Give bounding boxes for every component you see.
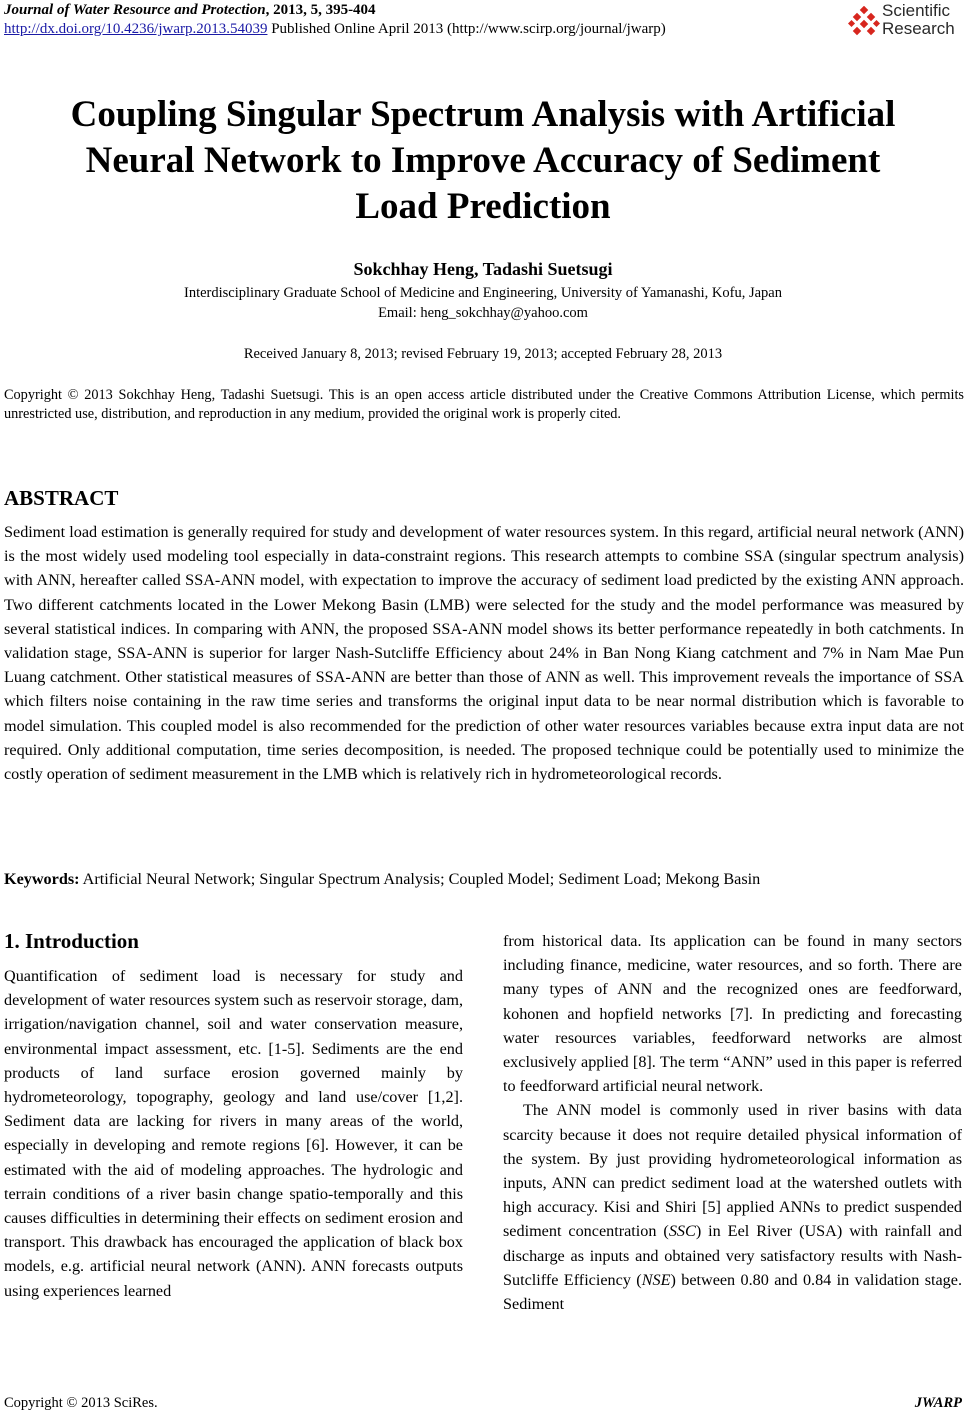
title-line-1: Coupling Singular Spectrum Analysis with Artificial <box>70 94 896 135</box>
abstract-body: Sediment load estimation is generally required for study and development of water resources system. In this regard, artificial neural network (ANN) is the most widely used modeling tool especially in data-constraint regions. This research attempts to combine SSA (singular spectrum analysis) with ANN, hereafter called SSA-ANN model, with expectation to improve the accuracy of sediment load predicted by the existing ANN approach. Two different catchments located in the Lower Mekong Basin (LMB) were selected for the study and the model performance was measured by several statistical indices. In comparing with ANN, the proposed SSA-ANN model shows its better performance repeatedly in both catchments. In validation stage, SSA-ANN is superior for larger Nash-Sutcliffe Efficiency about 24% in Ban Nong Kiang catchment and 7% in Nam Mae Pun Luang catchment. Other statistical measures of SSA-ANN are better than those of ANN as well. This improvement reveals the importance of SSA which filters noise containing in the raw time series and transforms the original input data to be near normal distribution which is favorable to model simulation. This coupled model is also recommended for the prediction of other water resources variables because extra input data are not required. Only additional computation, time series decomposition, is needed. The proposed technique could be potentially used to minimize the costly operation of sediment measurement in the LMB which is relatively rich in hydrometeorological records. <box>4 523 964 784</box>
right-column <box>503 929 962 1316</box>
intro-paragraph-3-part-b: ) in Eel River (USA) with rainfall and discharge as inputs and obtained very satisfactory results with Nash-Sutcliffe Efficiency ( <box>503 1222 962 1289</box>
intro-paragraph-2: from historical data. Its application can be found in many sectors including finance, medicine, water resources, and so forth. There are many types of ANN and the recognized ones are feedforward, kohonen and hopfield networks [7]. In predicting and forecasting water resources variables, feedforward networks are almost exclusively applied [8]. The term “ANN” used in this paper is referred to feedforward artificial neural network. <box>503 932 962 1096</box>
journal-volume: , 2013, 5, 395-404 <box>265 2 376 18</box>
paper-title <box>0 92 966 230</box>
publication-line <box>4 21 666 38</box>
logo-line-2: Research <box>882 19 955 38</box>
scientific-research-logo <box>848 2 966 42</box>
footer-copyright: Copyright © 2013 SciRes. <box>4 1395 158 1411</box>
title-line-3: Load Prediction <box>355 186 611 227</box>
intro-paragraph-3-part-a: The ANN model is commonly used in river basins with data scarcity because it does not require detailed physical information of the system. By just providing hydrometeorological information as inputs, ANN can predict sediment load at the watershed outlets with high accuracy. Kisi and Shiri [5] applied ANNs to predict suspended sediment concentration ( <box>503 1101 962 1241</box>
affiliation: Interdisciplinary Graduate School of Medicine and Engineering, University of Yamanashi, Kofu, Japan <box>184 285 782 301</box>
email: Email: heng_sokchhay@yahoo.com <box>378 305 588 321</box>
abstract-heading: ABSTRACT <box>4 486 119 510</box>
title-line-2: Neural Network to Improve Accuracy of Sediment <box>85 140 881 181</box>
journal-name: Journal of Water Resource and Protection <box>4 2 266 18</box>
received-dates: Received January 8, 2013; revised February 19, 2013; accepted February 28, 2013 <box>243 346 723 362</box>
nse-abbreviation: NSE <box>641 1270 671 1289</box>
intro-paragraph-1: Quantification of sediment load is necessary for study and development of water resources system such as reservoir storage, dam, irrigation/navigation channel, soil and water conservation measure, environmental impact assessment, etc. [1-5]. Sediments are the end products of land surface erosion governed mainly by hydrometeorology, topography, geology and land use/cover [1,2]. Sediment data are lacking for rivers in many areas of the world, especially in developing and remote regions [6]. However, it can be estimated with the aid of modeling approaches. The hydrologic and terrain conditions of a river basin change spatio-temporally and this causes difficulties in determining their effects on sediment erosion and transport. This drawback has encouraged the application of black box models, e.g. artificial neural network (ANN). ANN forecasts outputs using experiences learned <box>4 967 463 1300</box>
section-heading-introduction: 1. Introduction <box>4 929 139 953</box>
keywords <box>4 870 964 889</box>
journal-citation <box>4 2 376 19</box>
intro-paragraph-3-part-c: ) between 0.80 and 0.84 in validation stage. Sediment <box>503 1270 963 1314</box>
logo-line-1: Scientific <box>882 1 951 20</box>
ssc-abbreviation: SSC <box>668 1222 696 1241</box>
logo-diamond-icon <box>848 6 880 38</box>
authors: Sokchhay Heng, Tadashi Suetsugi <box>353 259 613 279</box>
logo-text <box>882 2 955 38</box>
keywords-label: Keywords: <box>4 870 80 888</box>
doi-link[interactable]: http://dx.doi.org/10.4236/jwarp.2013.54039 <box>4 21 268 37</box>
footer-journal-abbrev: JWARP <box>914 1395 962 1411</box>
keywords-list: Artificial Neural Network; Singular Spectrum Analysis; Coupled Model; Sediment Load; Mekong Basin <box>79 870 761 888</box>
intro-paragraph-3 <box>503 1098 962 1316</box>
copyright-notice: Copyright © 2013 Sokchhay Heng, Tadashi Suetsugi. This is an open access article distributed under the Creative Commons Attribution License, which permits unrestricted use, distribution, and reproduction in any medium, provided the original work is properly cited. <box>4 387 964 422</box>
left-column <box>4 964 463 1303</box>
published-online-text: Published Online April 2013 (http://www.scirp.org/journal/jwarp) <box>267 21 666 37</box>
